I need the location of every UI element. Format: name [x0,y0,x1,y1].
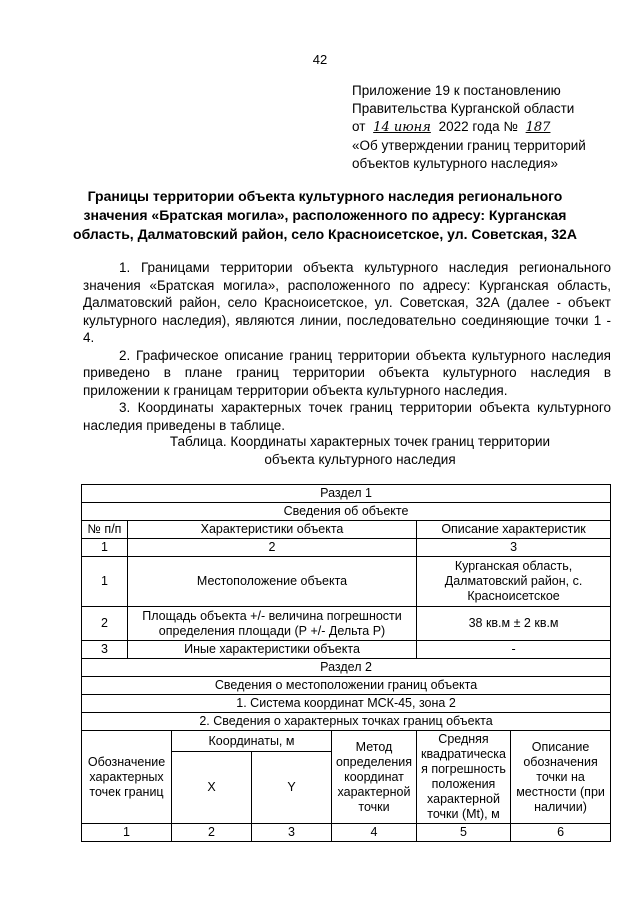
header-characteristics: Характеристики объекта [128,521,417,539]
col-number-2: 2 [128,539,417,557]
section-2-subheader: Сведения о местоположении границ объекта [82,677,611,695]
section-1-header: Раздел 1 [82,485,611,503]
row-3-number: 3 [82,641,128,659]
header-rms-error: Средняя квадратическая погрешность положения характерной точки (Mt), м [417,731,511,824]
paragraph-3: 3. Координаты характерных точек границ территории объекта культурного наследия приведены в таблице. [83,400,611,433]
col-number-3: 3 [417,539,611,557]
row-2-number: 2 [82,607,128,641]
appendix-line-5: объектов культурного наследия» [352,156,558,171]
header-coordinates: Координаты, м [172,731,332,752]
appendix-line-4: «Об утверждении границ территорий [352,138,586,153]
row-2-characteristic: Площадь объекта +/- величина погрешности определения площади (Р +/- Дельта Р) [128,607,417,641]
points-col-6: 6 [511,824,611,842]
page-number: 42 [312,52,328,67]
appendix-date-prefix: от [352,119,366,134]
row-3-description: - [417,641,611,659]
row-1-characteristic: Местоположение объекта [128,557,417,607]
section-2-header: Раздел 2 [82,659,611,677]
header-location-description: Описание обозначения точки на местности (при наличии) [511,731,611,824]
handwritten-number: 187 [525,120,551,135]
points-section-title: 2. Сведения о характерных точках границ объекта [82,713,611,731]
appendix-line-2: Правительства Курганской области [352,101,575,116]
col-number-1: 1 [82,539,128,557]
handwritten-date: 14 июня [373,120,431,135]
header-method: Метод определения координат характерной точки [332,731,417,824]
table-caption-line-1: Таблица. Координаты характерных точек границ территории [169,434,551,449]
appendix-year: 2022 года № [438,119,518,134]
points-col-5: 5 [417,824,511,842]
document-title: Границы территории объекта культурного наследия регионального значения «Братская могила», расположенного по адресу: Курганская область, Далматовский район, село Красноисетское, ул. Советская, 32А [73,188,577,242]
row-1-description: Курганская область, Далматовский район, с. Красноисетское [417,557,611,607]
header-y: Y [252,752,332,824]
table-caption [80,433,640,469]
points-col-2: 2 [172,824,252,842]
points-col-1: 1 [82,824,172,842]
header-point-designation: Обозначение характерных точек границ [82,731,172,824]
paragraph-2: 2. Графическое описание границ территории объекта культурного наследия приведено в плане границ территории объекта культурного наследия в приложении к границам территории объекта культурного наследия. [83,347,611,398]
appendix-line-3 [352,118,622,137]
row-2-description: 38 кв.м ± 2 кв.м [417,607,611,641]
header-x: X [172,752,252,824]
coordinate-system: 1. Система координат МСК-45, зона 2 [82,695,611,713]
paragraph-1: 1. Границами территории объекта культурного наследия регионального значения «Братская могила», расположенного по адресу: Курганская область, Далматовский район, село Красноисетское, ул. Советская, 32А (далее - объект культурного наследия), являются линии, последовательно соединяющие точки 1 - 4. [83,260,611,345]
header-description: Описание характеристик [417,521,611,539]
appendix-block [352,82,622,173]
table-caption-line-2: объекта культурного наследия [264,452,456,467]
section-1-subheader: Сведения об объекте [82,503,611,521]
points-col-4: 4 [332,824,417,842]
appendix-line-1: Приложение 19 к постановлению [352,83,561,98]
row-1-number: 1 [82,557,128,607]
header-number: № п/п [82,521,128,539]
body-text [83,259,611,434]
points-col-3: 3 [252,824,332,842]
coordinates-table [81,484,611,842]
row-3-characteristic: Иные характеристики объекта [128,641,417,659]
